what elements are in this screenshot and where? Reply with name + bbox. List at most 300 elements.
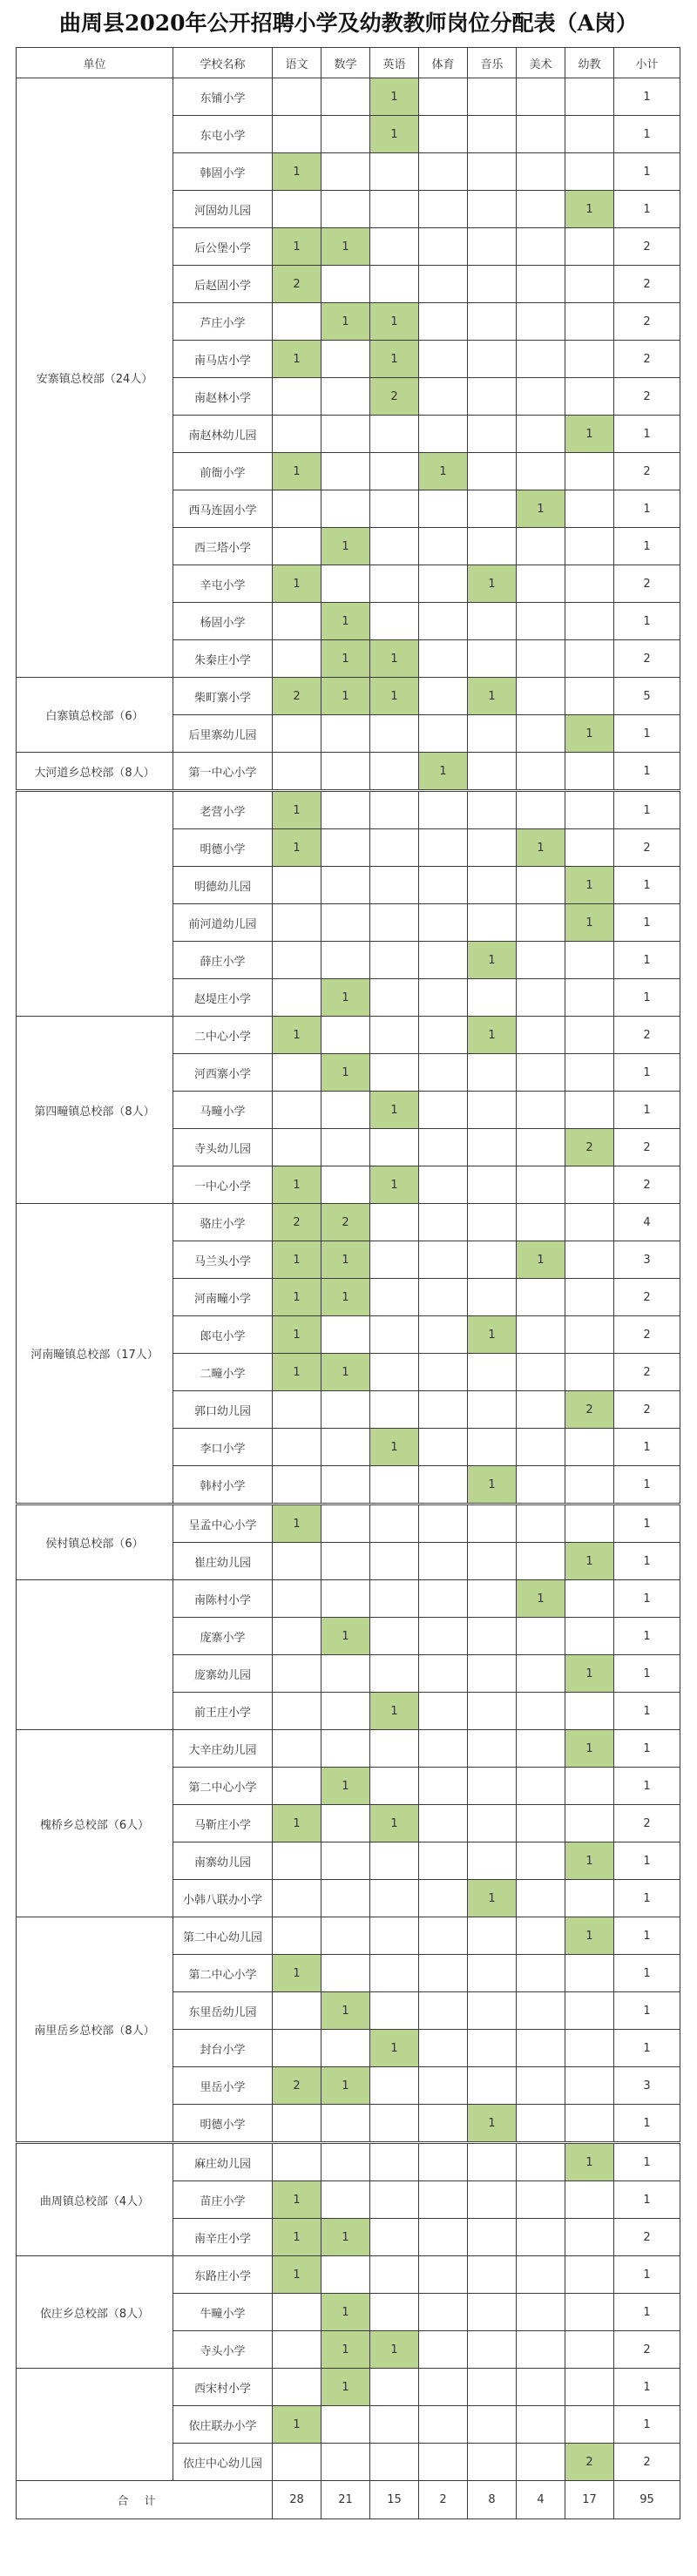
empty-cell (273, 2294, 321, 2331)
empty-cell (370, 2067, 419, 2105)
subtotal-cell: 2 (614, 341, 680, 378)
empty-cell (419, 1768, 468, 1805)
subtotal-cell: 1 (614, 1655, 680, 1693)
empty-cell (565, 979, 614, 1017)
empty-cell (419, 1618, 468, 1655)
empty-cell (321, 2030, 370, 2067)
empty-cell (321, 1842, 370, 1880)
subtotal-cell: 1 (614, 78, 680, 116)
count-cell: 1 (468, 678, 517, 715)
empty-cell (419, 2219, 468, 2256)
school-cell: 西宋村小学 (173, 2369, 273, 2406)
subtotal-cell: 1 (614, 1992, 680, 2030)
empty-cell (321, 1316, 370, 1354)
empty-cell (517, 1466, 565, 1504)
subtotal-cell: 1 (614, 2105, 680, 2143)
subtotal-cell: 1 (614, 1880, 680, 1917)
empty-cell (517, 2143, 565, 2181)
unit-cell: 侯村镇总校部（6） (17, 1504, 173, 1580)
count-cell: 1 (370, 341, 419, 378)
empty-cell (370, 1504, 419, 1543)
subtotal-cell: 2 (614, 829, 680, 867)
subtotal-cell: 2 (614, 266, 680, 303)
empty-cell (321, 1504, 370, 1543)
table-row (17, 678, 680, 715)
total-cell: 15 (370, 2481, 419, 2519)
empty-cell (565, 1768, 614, 1805)
empty-cell (517, 116, 565, 153)
empty-cell (321, 867, 370, 904)
empty-cell (517, 867, 565, 904)
school-cell: 河西寨小学 (173, 1054, 273, 1092)
school-cell: 马疃小学 (173, 1092, 273, 1129)
empty-cell (419, 1543, 468, 1580)
empty-cell (321, 2143, 370, 2181)
empty-cell (321, 565, 370, 603)
count-cell: 1 (517, 829, 565, 867)
subtotal-cell: 1 (614, 603, 680, 640)
empty-cell (565, 2331, 614, 2369)
empty-cell (370, 2369, 419, 2406)
count-cell: 1 (321, 2067, 370, 2105)
empty-cell (565, 2181, 614, 2219)
school-cell: 韩固小学 (173, 153, 273, 191)
empty-cell (565, 1316, 614, 1354)
count-cell: 1 (321, 1618, 370, 1655)
empty-cell (468, 1391, 517, 1429)
empty-cell (517, 2256, 565, 2294)
empty-cell (468, 1842, 517, 1880)
school-cell: 河固幼儿园 (173, 191, 273, 228)
empty-cell (468, 1618, 517, 1655)
school-cell: 郎屯小学 (173, 1316, 273, 1354)
count-cell: 1 (273, 1241, 321, 1279)
empty-cell (273, 1842, 321, 1880)
school-cell: 呈孟中心小学 (173, 1504, 273, 1543)
subtotal-cell: 1 (614, 1768, 680, 1805)
school-cell: 南赵林小学 (173, 378, 273, 416)
empty-cell (370, 2444, 419, 2481)
empty-cell (370, 565, 419, 603)
empty-cell (517, 603, 565, 640)
empty-cell (565, 1805, 614, 1842)
subtotal-cell: 1 (614, 791, 680, 829)
count-cell: 2 (565, 1129, 614, 1166)
school-cell: 封台小学 (173, 2030, 273, 2067)
count-cell: 1 (273, 2406, 321, 2444)
empty-cell (517, 303, 565, 341)
empty-cell (419, 341, 468, 378)
count-cell: 1 (321, 1241, 370, 1279)
empty-cell (517, 416, 565, 453)
empty-cell (468, 1054, 517, 1092)
school-cell: 柴町寨小学 (173, 678, 273, 715)
school-cell: 第二中心小学 (173, 1768, 273, 1805)
empty-cell (321, 2256, 370, 2294)
empty-cell (273, 1917, 321, 1955)
empty-cell (370, 942, 419, 979)
school-cell: 二疃小学 (173, 1354, 273, 1391)
count-cell: 1 (370, 1166, 419, 1204)
empty-cell (370, 1880, 419, 1917)
empty-cell (419, 1391, 468, 1429)
empty-cell (370, 979, 419, 1017)
empty-cell (565, 2219, 614, 2256)
empty-cell (419, 1204, 468, 1241)
empty-cell (419, 1241, 468, 1279)
unit-cell: 大河道乡总校部（8人） (17, 753, 173, 791)
empty-cell (468, 829, 517, 867)
empty-cell (370, 1241, 419, 1279)
empty-cell (370, 2181, 419, 2219)
empty-cell (321, 2444, 370, 2481)
count-cell: 1 (273, 1955, 321, 1992)
count-cell: 1 (273, 228, 321, 266)
empty-cell (565, 78, 614, 116)
empty-cell (419, 1054, 468, 1092)
table-row (17, 1730, 680, 1768)
empty-cell (419, 2444, 468, 2481)
empty-cell (517, 1543, 565, 1580)
empty-cell (321, 2105, 370, 2143)
empty-cell (321, 1730, 370, 1768)
school-cell: 东屯小学 (173, 116, 273, 153)
subtotal-cell: 1 (614, 2406, 680, 2444)
school-cell: 依庄联办小学 (173, 2406, 273, 2444)
empty-cell (370, 153, 419, 191)
school-cell: 南赵林幼儿园 (173, 416, 273, 453)
subtotal-cell: 2 (614, 2444, 680, 2481)
school-cell: 西马连固小学 (173, 490, 273, 528)
subtotal-cell: 1 (614, 715, 680, 753)
empty-cell (565, 2030, 614, 2067)
school-cell: 大辛庄幼儿园 (173, 1730, 273, 1768)
count-cell: 2 (273, 1204, 321, 1241)
empty-cell (468, 753, 517, 791)
subtotal-cell: 2 (614, 378, 680, 416)
school-cell: 明德幼儿园 (173, 867, 273, 904)
total-cell: 8 (468, 2481, 517, 2519)
count-cell: 1 (370, 1429, 419, 1466)
count-cell: 1 (273, 1354, 321, 1391)
empty-cell (565, 753, 614, 791)
school-cell: 马兰头小学 (173, 1241, 273, 1279)
empty-cell (468, 791, 517, 829)
empty-cell (468, 2406, 517, 2444)
empty-cell (468, 1730, 517, 1768)
empty-cell (565, 2369, 614, 2406)
empty-cell (273, 1655, 321, 1693)
table-row (17, 791, 680, 829)
count-cell: 1 (565, 191, 614, 228)
count-cell: 1 (370, 1805, 419, 1842)
empty-cell (565, 490, 614, 528)
table-body (17, 78, 680, 2481)
empty-cell (419, 78, 468, 116)
subtotal-cell: 4 (614, 1204, 680, 1241)
subtotal-cell: 1 (614, 979, 680, 1017)
table-row (17, 1917, 680, 1955)
school-cell: 芦庄小学 (173, 303, 273, 341)
empty-cell (321, 1391, 370, 1429)
subtotal-cell: 1 (614, 490, 680, 528)
empty-cell (419, 1655, 468, 1693)
count-cell: 1 (565, 1655, 614, 1693)
empty-cell (565, 266, 614, 303)
empty-cell (419, 116, 468, 153)
empty-cell (565, 942, 614, 979)
empty-cell (468, 640, 517, 678)
empty-cell (370, 753, 419, 791)
subtotal-cell: 1 (614, 753, 680, 791)
school-cell: 一中心小学 (173, 1166, 273, 1204)
empty-cell (273, 1054, 321, 1092)
empty-cell (565, 791, 614, 829)
empty-cell (419, 867, 468, 904)
empty-cell (321, 1466, 370, 1504)
empty-cell (517, 715, 565, 753)
subtotal-cell: 2 (614, 1017, 680, 1054)
empty-cell (517, 78, 565, 116)
empty-cell (419, 153, 468, 191)
empty-cell (565, 378, 614, 416)
empty-cell (517, 753, 565, 791)
empty-cell (419, 1017, 468, 1054)
empty-cell (565, 2294, 614, 2331)
empty-cell (565, 1693, 614, 1730)
empty-cell (321, 1880, 370, 1917)
empty-cell (565, 1429, 614, 1466)
empty-cell (517, 1279, 565, 1316)
table-row (17, 1017, 680, 1054)
total-cell: 21 (321, 2481, 370, 2519)
empty-cell (468, 1429, 517, 1466)
empty-cell (321, 715, 370, 753)
empty-cell (517, 1129, 565, 1166)
empty-cell (517, 341, 565, 378)
empty-cell (468, 1092, 517, 1129)
unit-cell: 曲周镇总校部（4人） (17, 2143, 173, 2256)
empty-cell (419, 2331, 468, 2369)
empty-cell (565, 116, 614, 153)
school-cell: 薛庄小学 (173, 942, 273, 979)
empty-cell (468, 867, 517, 904)
empty-cell (419, 1429, 468, 1466)
empty-cell (565, 2406, 614, 2444)
empty-cell (468, 1992, 517, 2030)
empty-cell (370, 603, 419, 640)
empty-cell (565, 640, 614, 678)
allocation-table (16, 47, 680, 2519)
count-cell: 1 (273, 1017, 321, 1054)
empty-cell (419, 1842, 468, 1880)
count-cell: 1 (321, 1054, 370, 1092)
unit-cell (17, 1580, 173, 1730)
empty-cell (321, 1543, 370, 1580)
empty-cell (517, 791, 565, 829)
empty-cell (273, 78, 321, 116)
school-cell: 后赵固小学 (173, 266, 273, 303)
empty-cell (419, 640, 468, 678)
empty-cell (517, 1693, 565, 1730)
header-school: 学校名称 (173, 48, 273, 78)
school-cell: 骆庄小学 (173, 1204, 273, 1241)
count-cell: 1 (517, 490, 565, 528)
count-cell: 1 (468, 1017, 517, 1054)
school-cell: 庞寨幼儿园 (173, 1655, 273, 1693)
count-cell: 1 (370, 116, 419, 153)
count-cell: 1 (517, 1580, 565, 1618)
empty-cell (468, 116, 517, 153)
subtotal-cell: 1 (614, 2369, 680, 2406)
empty-cell (517, 942, 565, 979)
empty-cell (419, 1917, 468, 1955)
empty-cell (517, 1429, 565, 1466)
empty-cell (517, 979, 565, 1017)
empty-cell (370, 1955, 419, 1992)
count-cell: 1 (321, 640, 370, 678)
empty-cell (565, 1092, 614, 1129)
count-cell: 1 (321, 1768, 370, 1805)
subtotal-cell: 1 (614, 2294, 680, 2331)
empty-cell (321, 453, 370, 490)
count-cell: 1 (370, 303, 419, 341)
header-unit: 单位 (17, 48, 173, 78)
count-cell: 1 (468, 565, 517, 603)
empty-cell (419, 2294, 468, 2331)
count-cell: 1 (273, 2181, 321, 2219)
empty-cell (419, 2256, 468, 2294)
school-cell: 韩村小学 (173, 1466, 273, 1504)
empty-cell (468, 416, 517, 453)
empty-cell (321, 490, 370, 528)
empty-cell (419, 490, 468, 528)
empty-cell (517, 2369, 565, 2406)
empty-cell (419, 1880, 468, 1917)
header-chinese: 语文 (273, 48, 321, 78)
count-cell: 1 (370, 2331, 419, 2369)
unit-cell: 依庄乡总校部（8人） (17, 2256, 173, 2369)
table-row (17, 1504, 680, 1543)
empty-cell (273, 867, 321, 904)
empty-cell (321, 266, 370, 303)
empty-cell (565, 341, 614, 378)
count-cell: 1 (273, 1504, 321, 1543)
empty-cell (517, 2331, 565, 2369)
empty-cell (517, 2181, 565, 2219)
school-cell: 南陈村小学 (173, 1580, 273, 1618)
empty-cell (517, 565, 565, 603)
empty-cell (468, 1129, 517, 1166)
empty-cell (273, 979, 321, 1017)
empty-cell (273, 715, 321, 753)
school-cell: 寺头小学 (173, 2331, 273, 2369)
empty-cell (468, 2331, 517, 2369)
empty-cell (468, 378, 517, 416)
subtotal-cell: 2 (614, 1166, 680, 1204)
empty-cell (517, 2219, 565, 2256)
header-row (17, 48, 680, 78)
subtotal-cell: 2 (614, 453, 680, 490)
count-cell: 2 (565, 2444, 614, 2481)
empty-cell (370, 2406, 419, 2444)
total-row (17, 2481, 680, 2519)
total-cell: 4 (517, 2481, 565, 2519)
empty-cell (517, 2294, 565, 2331)
empty-cell (419, 1166, 468, 1204)
subtotal-cell: 1 (614, 2030, 680, 2067)
empty-cell (468, 603, 517, 640)
empty-cell (370, 2256, 419, 2294)
subtotal-cell: 1 (614, 1842, 680, 1880)
count-cell: 1 (419, 753, 468, 791)
school-cell: 崔庄幼儿园 (173, 1543, 273, 1580)
empty-cell (565, 1504, 614, 1543)
count-cell: 1 (419, 453, 468, 490)
count-cell: 1 (273, 2219, 321, 2256)
school-cell: 赵堤庄小学 (173, 979, 273, 1017)
count-cell: 1 (565, 867, 614, 904)
school-cell: 辛屯小学 (173, 565, 273, 603)
empty-cell (468, 2219, 517, 2256)
empty-cell (517, 1316, 565, 1354)
empty-cell (468, 1354, 517, 1391)
empty-cell (370, 266, 419, 303)
unit-cell: 白寨镇总校部（6） (17, 678, 173, 753)
subtotal-cell: 2 (614, 1354, 680, 1391)
empty-cell (273, 1618, 321, 1655)
empty-cell (468, 2294, 517, 2331)
school-cell: 东铺小学 (173, 78, 273, 116)
empty-cell (321, 1580, 370, 1618)
empty-cell (517, 904, 565, 942)
empty-cell (370, 1768, 419, 1805)
empty-cell (370, 791, 419, 829)
empty-cell (370, 1279, 419, 1316)
empty-cell (273, 1880, 321, 1917)
empty-cell (370, 528, 419, 565)
subtotal-cell: 3 (614, 1241, 680, 1279)
empty-cell (565, 228, 614, 266)
subtotal-cell: 2 (614, 565, 680, 603)
header-english: 英语 (370, 48, 419, 78)
empty-cell (565, 1279, 614, 1316)
school-cell: 寺头幼儿园 (173, 1129, 273, 1166)
school-cell: 杨固小学 (173, 603, 273, 640)
empty-cell (419, 2105, 468, 2143)
empty-cell (468, 1241, 517, 1279)
empty-cell (517, 1618, 565, 1655)
school-cell: 西三塔小学 (173, 528, 273, 565)
count-cell: 2 (273, 678, 321, 715)
empty-cell (565, 1955, 614, 1992)
page-title: 曲周县2020年公开招聘小学及幼教教师岗位分配表（A岗） (59, 10, 638, 36)
empty-cell (468, 528, 517, 565)
count-cell: 2 (565, 1391, 614, 1429)
empty-cell (517, 1955, 565, 1992)
empty-cell (273, 2369, 321, 2406)
empty-cell (370, 1017, 419, 1054)
school-cell: 明德小学 (173, 829, 273, 867)
empty-cell (370, 1391, 419, 1429)
empty-cell (517, 453, 565, 490)
empty-cell (273, 490, 321, 528)
empty-cell (419, 715, 468, 753)
table-row (17, 1204, 680, 1241)
count-cell: 1 (468, 1880, 517, 1917)
empty-cell (565, 528, 614, 565)
school-cell: 李口小学 (173, 1429, 273, 1466)
